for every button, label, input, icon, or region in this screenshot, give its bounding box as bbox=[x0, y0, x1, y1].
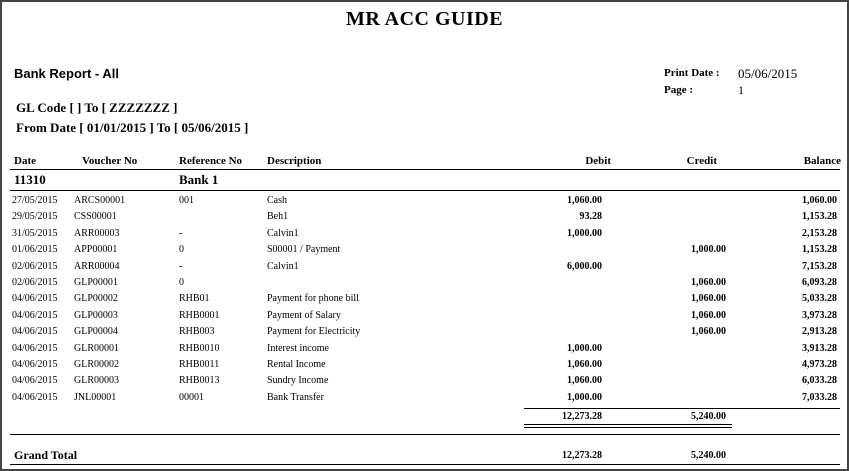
group-rule bbox=[10, 190, 840, 191]
row-date: 04/06/2015 bbox=[12, 375, 58, 387]
table-row bbox=[2, 228, 847, 244]
report-title: Bank Report - All bbox=[14, 66, 119, 81]
row-voucher: GLP00003 bbox=[74, 309, 118, 321]
row-description: Calvin1 bbox=[267, 227, 299, 239]
row-voucher: GLR00002 bbox=[74, 359, 119, 370]
row-debit: 1,060.00 bbox=[567, 375, 602, 387]
col-header-credit: Credit bbox=[686, 155, 717, 167]
company-name: MR ACC GUIDE bbox=[345, 8, 504, 30]
group-name: Bank 1 bbox=[179, 172, 219, 187]
row-description: S00001 / Payment bbox=[267, 244, 341, 256]
row-voucher: JNL00001 bbox=[74, 391, 117, 403]
row-debit: 1,060.00 bbox=[567, 195, 602, 206]
row-credit: 1,000.00 bbox=[691, 244, 726, 256]
col-header-voucher: Voucher No bbox=[82, 155, 138, 167]
row-voucher: GLP00002 bbox=[74, 293, 118, 305]
row-date: 04/06/2015 bbox=[12, 342, 58, 354]
row-balance: 4,973.28 bbox=[802, 359, 837, 370]
header-rule bbox=[10, 169, 840, 170]
row-reference: RHB0010 bbox=[179, 342, 220, 354]
row-credit: 1,060.00 bbox=[691, 277, 726, 288]
row-reference: 001 bbox=[179, 195, 194, 206]
row-date: 04/06/2015 bbox=[12, 293, 58, 305]
row-voucher: GLP00004 bbox=[74, 326, 118, 338]
gl-code-criteria: GL Code [ ] To [ ZZZZZZZ ] bbox=[16, 100, 178, 115]
row-debit: 1,000.00 bbox=[567, 391, 602, 403]
row-debit: 6,000.00 bbox=[567, 260, 602, 272]
row-debit: 93.28 bbox=[579, 211, 602, 223]
row-credit: 1,060.00 bbox=[691, 309, 726, 321]
row-reference: RHB0011 bbox=[179, 359, 220, 370]
subtotal-double-rule-1 bbox=[524, 424, 732, 425]
row-date: 29/05/2015 bbox=[12, 211, 58, 223]
row-reference: 00001 bbox=[179, 391, 204, 403]
row-balance: 6,093.28 bbox=[802, 277, 837, 288]
row-reference: RHB003 bbox=[179, 326, 215, 338]
col-header-debit: Debit bbox=[585, 155, 611, 167]
row-description: Calvin1 bbox=[267, 260, 299, 272]
table-row bbox=[2, 244, 847, 260]
table-row bbox=[2, 261, 847, 277]
table-row bbox=[2, 343, 847, 359]
page-label: Page : bbox=[664, 84, 694, 96]
row-description: Cash bbox=[267, 195, 287, 206]
table-row bbox=[2, 277, 847, 293]
row-date: 01/06/2015 bbox=[12, 244, 58, 256]
row-balance: 2,913.28 bbox=[802, 326, 837, 338]
group-code: 11310 bbox=[14, 172, 46, 187]
col-header-date: Date bbox=[14, 155, 36, 167]
col-header-balance: Balance bbox=[803, 155, 841, 167]
col-header-reference: Reference No bbox=[179, 155, 243, 167]
row-balance: 3,973.28 bbox=[802, 309, 837, 321]
row-balance: 7,033.28 bbox=[802, 391, 837, 403]
row-description: Rental Income bbox=[267, 359, 326, 370]
table-row bbox=[2, 310, 847, 326]
table-row bbox=[2, 326, 847, 342]
table-row bbox=[2, 293, 847, 309]
row-description: Interest income bbox=[267, 342, 329, 354]
row-debit: 1,000.00 bbox=[567, 227, 602, 239]
row-reference: - bbox=[179, 227, 183, 239]
row-voucher: ARCS00001 bbox=[74, 195, 126, 206]
date-range-criteria: From Date [ 01/01/2015 ] To [ 05/06/2015 ] bbox=[16, 120, 249, 135]
table-row bbox=[2, 392, 847, 408]
row-balance: 1,153.28 bbox=[802, 211, 837, 223]
row-balance: 1,060.00 bbox=[802, 195, 837, 206]
table-row bbox=[2, 195, 847, 211]
subtotal-debit: 12,273.28 bbox=[562, 411, 602, 422]
row-voucher: CSS00001 bbox=[74, 211, 117, 223]
grand-total-debit: 12,273.28 bbox=[562, 450, 602, 461]
row-date: 04/06/2015 bbox=[12, 359, 58, 370]
row-voucher: ARR00003 bbox=[74, 227, 120, 239]
row-reference: RHB01 bbox=[179, 293, 210, 305]
row-voucher: ARR00004 bbox=[74, 260, 120, 272]
row-voucher: GLR00001 bbox=[74, 342, 119, 354]
grand-total-credit: 5,240.00 bbox=[691, 450, 726, 461]
row-balance: 2,153.28 bbox=[802, 227, 837, 239]
subtotal-credit: 5,240.00 bbox=[691, 411, 726, 422]
grand-total-bottom-rule bbox=[10, 464, 840, 465]
table-row bbox=[2, 359, 847, 375]
row-debit: 1,060.00 bbox=[567, 359, 602, 370]
row-description: Beh1 bbox=[267, 211, 289, 223]
table-row bbox=[2, 211, 847, 227]
col-header-description: Description bbox=[267, 155, 322, 167]
row-credit: 1,060.00 bbox=[691, 293, 726, 305]
print-date-value: 05/06/2015 bbox=[738, 66, 798, 81]
row-balance: 5,033.28 bbox=[802, 293, 837, 305]
grand-total-top-rule bbox=[10, 434, 840, 435]
row-voucher: GLR00003 bbox=[74, 375, 119, 387]
row-description: Sundry Income bbox=[267, 375, 329, 387]
row-reference: RHB0001 bbox=[179, 309, 220, 321]
subtotal-double-rule-2 bbox=[524, 427, 732, 428]
row-reference: 0 bbox=[179, 244, 184, 256]
row-balance: 7,153.28 bbox=[802, 260, 837, 272]
row-credit: 1,060.00 bbox=[691, 326, 726, 338]
row-reference: RHB0013 bbox=[179, 375, 220, 387]
row-date: 31/05/2015 bbox=[12, 227, 58, 239]
table-row bbox=[2, 375, 847, 391]
row-date: 02/06/2015 bbox=[12, 277, 58, 288]
row-date: 04/06/2015 bbox=[12, 391, 58, 403]
row-description: Bank Transfer bbox=[267, 391, 324, 403]
row-voucher: GLP00001 bbox=[74, 277, 118, 288]
page-number: 1 bbox=[738, 83, 744, 97]
row-reference: 0 bbox=[179, 277, 184, 288]
subtotal-rule bbox=[524, 408, 840, 409]
row-debit: 1,000.00 bbox=[567, 342, 602, 354]
row-balance: 1,153.28 bbox=[802, 244, 837, 256]
row-description: Payment for phone bill bbox=[267, 293, 359, 305]
grand-total-label: Grand Total bbox=[14, 448, 78, 462]
row-description: Payment of Salary bbox=[267, 309, 341, 321]
print-date-label: Print Date : bbox=[664, 67, 720, 79]
row-reference: - bbox=[179, 260, 183, 272]
row-date: 04/06/2015 bbox=[12, 309, 58, 321]
row-date: 02/06/2015 bbox=[12, 260, 58, 272]
row-date: 04/06/2015 bbox=[12, 326, 58, 338]
row-date: 27/05/2015 bbox=[12, 195, 58, 206]
row-balance: 3,913.28 bbox=[802, 342, 837, 354]
row-balance: 6,033.28 bbox=[802, 375, 837, 387]
row-voucher: APP00001 bbox=[74, 244, 118, 256]
row-description: Payment for Electricity bbox=[267, 326, 361, 338]
